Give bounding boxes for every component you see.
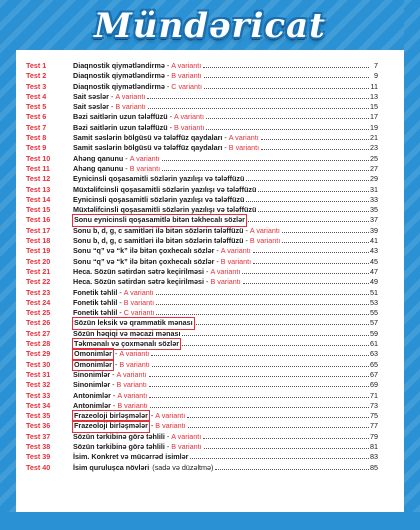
separator: -	[164, 61, 172, 70]
toc-entry[interactable]	[26, 401, 378, 411]
page-number: 15	[370, 102, 378, 112]
topic-title: Müxtəlifcinsli qoşasamitli sözlərin yazılışı və tələffüzü	[73, 184, 257, 194]
topic-title: Sözün tərkibinə görə təhlili	[73, 441, 165, 451]
toc-entry[interactable]	[26, 380, 378, 390]
dot-leader	[182, 329, 369, 336]
variant-label: B variantı	[119, 359, 150, 369]
dot-leader	[156, 298, 369, 305]
separator: -	[164, 441, 172, 451]
variant-label: B variantı	[115, 102, 146, 112]
dot-leader	[149, 370, 369, 377]
topic-title: Sait səslər	[73, 102, 109, 112]
separator: -	[204, 266, 211, 276]
toc-entry[interactable]	[26, 92, 378, 102]
variant-label: C variantı	[123, 308, 155, 318]
page-number: 47	[370, 266, 378, 276]
topic-title: Təkmənalı və çoxmənalı sözlər	[74, 339, 180, 349]
topic-title: Sözün tərkibinə görə təhlili	[73, 431, 165, 441]
dot-leader	[162, 154, 369, 161]
variant-label: B variantı	[249, 236, 281, 246]
topic-suffix: (sadə və düzəltmə)	[152, 462, 214, 472]
page-number: 73	[370, 400, 378, 410]
page-number: 21	[370, 133, 378, 143]
toc-entry[interactable]	[26, 339, 378, 349]
dot-leader	[248, 215, 369, 222]
page-number: 75	[370, 411, 378, 421]
page-number: 19	[370, 122, 378, 132]
toc-entry[interactable]	[26, 411, 378, 421]
dot-leader	[156, 308, 369, 315]
test-number: Test 9	[26, 143, 47, 153]
topic-title: Ahəng qanunu	[73, 153, 124, 163]
toc-entry[interactable]	[26, 154, 378, 164]
test-number: Test 38	[26, 441, 51, 451]
page-number: 45	[370, 256, 378, 266]
dot-leader	[258, 205, 369, 212]
dot-leader	[253, 246, 369, 253]
separator: -	[214, 256, 221, 266]
variant-label: B variantı	[155, 421, 186, 431]
toc-entry[interactable]	[26, 102, 378, 112]
topic-title: Sonu b, d, g, c samitləri ilə bitən sözlərin tələffüzü	[73, 225, 244, 235]
toc-entry[interactable]	[26, 360, 378, 370]
toc-entry[interactable]	[26, 174, 378, 184]
test-number: Test 34	[26, 400, 51, 410]
topic-title: Bəzi saitlərin uzun tələffüzü	[73, 122, 168, 132]
test-number: Test 1	[26, 61, 47, 70]
dot-leader	[196, 318, 369, 325]
test-number: Test 33	[26, 390, 51, 400]
topic-title: Frazeoloji birləşmələr	[74, 421, 148, 431]
test-number: Test 22	[26, 277, 51, 287]
toc-entry[interactable]	[26, 288, 378, 298]
page-number: 57	[370, 318, 378, 328]
dot-leader	[148, 102, 369, 109]
test-number: Test 19	[26, 246, 51, 256]
separator: -	[110, 380, 117, 390]
dot-leader	[215, 463, 369, 470]
toc-entry[interactable]	[26, 442, 378, 452]
dot-leader	[147, 92, 369, 99]
page-number: 33	[370, 194, 378, 204]
test-number: Test 36	[26, 421, 51, 431]
test-number: Test 8	[26, 133, 47, 143]
variant-label: A variantı	[171, 431, 202, 441]
separator: -	[112, 359, 120, 369]
variant-label: B variantı	[220, 256, 252, 266]
separator: -	[117, 297, 124, 307]
toc-entry[interactable]	[26, 143, 378, 153]
topic-title: Omonimlər	[74, 349, 112, 359]
separator: -	[164, 431, 172, 441]
test-number: Test 16	[26, 215, 51, 225]
separator: -	[222, 133, 229, 143]
page-number: 59	[370, 328, 378, 338]
toc-entry[interactable]	[26, 226, 378, 236]
variant-label: A variantı	[119, 349, 150, 359]
topic-title: Sonu “q” və “k” ilə bitən çoxhecalı sözlər	[73, 256, 215, 266]
page-number: 69	[370, 380, 378, 390]
page-number: 53	[370, 297, 378, 307]
page-number: 61	[370, 339, 378, 349]
test-number: Test 4	[26, 91, 47, 101]
page-number: 39	[370, 225, 378, 235]
test-number: Test 23	[26, 287, 51, 297]
toc-entry[interactable]	[26, 277, 378, 287]
variant-label: B variantı	[210, 277, 241, 287]
separator: -	[243, 236, 250, 246]
dot-leader	[204, 71, 369, 78]
topic-title: Sinonimlər	[73, 380, 111, 390]
dot-leader	[261, 143, 369, 150]
test-number: Test 32	[26, 380, 51, 390]
toc-entry[interactable]	[26, 370, 378, 380]
page-number: 71	[370, 390, 378, 400]
topic-title: Antonimlər	[73, 400, 111, 410]
variant-label: A variantı	[228, 133, 259, 143]
test-number: Test 6	[26, 112, 47, 122]
toc-entry[interactable]	[26, 267, 378, 277]
page-number: 85	[370, 462, 378, 472]
separator: -	[108, 102, 116, 112]
page-number: 81	[370, 441, 378, 451]
dot-leader	[246, 174, 369, 181]
variant-label: C variantı	[171, 81, 203, 91]
test-number: Test 24	[26, 297, 51, 307]
dot-leader	[156, 288, 369, 295]
variant-label: B variantı	[171, 441, 202, 451]
dot-leader	[253, 257, 369, 264]
dot-leader	[243, 277, 369, 284]
page-number: 67	[370, 369, 378, 379]
topic-title: Samit səslərin bölgüsü və tələffüz qaydaları	[73, 133, 223, 143]
page-number: 63	[370, 349, 378, 359]
topic-title: Sözün leksik və qrammatik mənası	[74, 318, 193, 328]
test-number: Test 2	[26, 71, 47, 81]
test-number: Test 27	[26, 328, 51, 338]
topic-title: Heca. Sözün sətirdən sətrə keçirilməsi	[73, 277, 205, 287]
page-number: 23	[370, 143, 378, 153]
test-number: Test 17	[26, 225, 51, 235]
dot-leader	[190, 452, 369, 459]
topic-title: Fonetik təhlil	[73, 308, 118, 318]
page-number: 17	[370, 112, 378, 122]
page-number: 83	[370, 452, 378, 462]
separator: -	[243, 225, 250, 235]
page-number: 35	[370, 205, 378, 215]
dot-leader	[246, 195, 369, 202]
variant-label: B variantı	[171, 71, 202, 81]
toc-entry[interactable]	[26, 421, 378, 431]
test-number: Test 40	[26, 462, 51, 472]
topic-title: Frazeoloji birləşmələr	[74, 411, 148, 421]
dot-leader	[261, 133, 369, 140]
page-title: Mündəricat	[94, 6, 326, 46]
separator: -	[123, 163, 130, 173]
toc-entry[interactable]	[26, 133, 378, 143]
test-number: Test 35	[26, 411, 51, 421]
dot-leader	[188, 421, 369, 428]
page-number: 29	[370, 174, 378, 184]
toc-entry[interactable]	[26, 391, 378, 401]
separator: -	[164, 71, 172, 81]
toc-entry[interactable]	[26, 463, 378, 473]
test-number: Test 10	[26, 153, 51, 163]
test-number: Test 21	[26, 266, 51, 276]
topic-title: Sait səslər	[73, 91, 109, 101]
variant-label: A variantı	[155, 411, 186, 421]
topic-title: Ahəng qanunu	[73, 163, 124, 173]
variant-label: A variantı	[249, 225, 280, 235]
test-number: Test 28	[26, 339, 51, 349]
page-number: 51	[370, 287, 378, 297]
separator: -	[167, 122, 175, 132]
page-number: 31	[370, 184, 378, 194]
dot-leader	[187, 411, 369, 418]
page-number: 13	[370, 91, 378, 101]
separator: -	[214, 246, 221, 256]
variant-label: B variantı	[117, 400, 148, 410]
variant-label: A variantı	[129, 153, 160, 163]
dot-leader	[204, 82, 369, 89]
test-number: Test 30	[26, 359, 51, 369]
page-number: 43	[370, 246, 378, 256]
separator: -	[108, 91, 116, 101]
variant-label: A variantı	[210, 266, 241, 276]
topic-title: İsim. Konkret və mücərrəd isimlər	[73, 452, 189, 462]
test-number: Test 13	[26, 184, 51, 194]
topic-title: Heca. Sözün sətirdən sətrə keçirilməsi	[73, 266, 205, 276]
topic-title: Omonimlər	[74, 359, 112, 369]
separator: -	[164, 81, 172, 91]
page-number: 49	[370, 277, 378, 287]
separator: -	[110, 400, 118, 410]
separator: -	[117, 287, 124, 297]
toc-entry[interactable]	[26, 349, 378, 359]
variant-label: A variantı	[174, 112, 205, 122]
dot-leader	[204, 442, 369, 449]
toc-entry[interactable]	[26, 71, 378, 81]
topic-title: Diaqnostik qiymətləndirmə	[73, 71, 165, 81]
test-number: Test 3	[26, 81, 47, 91]
test-number: Test 20	[26, 256, 51, 266]
page-number: 65	[370, 359, 378, 369]
test-number: Test 5	[26, 102, 47, 112]
topic-title: Sözün həqiqi və məcazi mənası	[73, 328, 181, 338]
page-number: 27	[370, 163, 378, 173]
separator: -	[110, 390, 118, 400]
topic-title: Sonu b, d, g, c samitləri ilə bitən sözlərin tələffüzü	[73, 236, 244, 246]
topic-title: Antonimlər	[73, 390, 111, 400]
variant-label: A variantı	[115, 91, 146, 101]
topic-title: İsim qurulușca növləri	[73, 462, 150, 472]
toc-entry[interactable]	[26, 123, 378, 133]
test-number: Test 26	[26, 318, 51, 328]
test-number: Test 7	[26, 122, 47, 132]
variant-label: A variantı	[117, 390, 148, 400]
test-number: Test 25	[26, 308, 51, 318]
dot-leader	[282, 236, 369, 243]
variant-label: A variantı	[220, 246, 251, 256]
right-border	[404, 0, 420, 530]
dot-leader	[152, 360, 369, 367]
topic-title: Diaqnostik qiymətləndirmə	[73, 61, 165, 70]
test-number: Test 29	[26, 349, 51, 359]
separator: -	[222, 143, 229, 153]
page-number: 37	[370, 215, 378, 225]
toc-entry[interactable]	[26, 205, 378, 215]
page-number: 41	[370, 236, 378, 246]
topic-title: Bəzi saitlərin uzun tələffüzü	[73, 112, 168, 122]
test-number: Test 14	[26, 194, 51, 204]
separator: -	[110, 369, 117, 379]
page-number: 77	[370, 421, 378, 431]
topic-title: Diaqnostik qiymətləndirmə	[73, 81, 165, 91]
toc-entry[interactable]	[26, 318, 378, 328]
topic-title: Müxtəlifcinsli qoşasamitli sözlərin yazılışı və tələffüzü	[73, 205, 257, 215]
separator: -	[204, 277, 211, 287]
separator: -	[123, 153, 130, 163]
topic-title: Sonu eynicinsli qoşasamitlə bitən təkhecalı sözlər	[74, 215, 245, 225]
topic-title: Eynicinsli qoşasamitli sözlərin yazılışı və tələffüzü	[73, 174, 245, 184]
toc-entry[interactable]	[26, 308, 378, 318]
variant-label: A variantı	[116, 369, 147, 379]
toc-entry[interactable]	[26, 257, 378, 267]
topic-title: Fonetik təhlil	[73, 287, 118, 297]
toc-entry[interactable]	[26, 329, 378, 339]
variant-label: A variantı	[171, 61, 202, 70]
toc-entry[interactable]	[26, 164, 378, 174]
variant-label: B variantı	[116, 380, 147, 390]
dot-leader	[149, 380, 369, 387]
dot-leader	[150, 401, 369, 408]
toc-entry[interactable]	[26, 452, 378, 462]
test-number: Test 31	[26, 369, 51, 379]
toc-entry[interactable]	[26, 236, 378, 246]
variant-label: B variantı	[174, 122, 205, 132]
variant-label: B variantı	[123, 297, 155, 307]
topic-title: Eynicinsli qoşasamitli sözlərin yazılışı və tələffüzü	[73, 194, 245, 204]
variant-label: B variantı	[129, 163, 161, 173]
left-border	[0, 0, 16, 530]
separator: -	[148, 421, 156, 431]
toc-entry[interactable]	[26, 298, 378, 308]
test-number: Test 39	[26, 452, 51, 462]
separator: -	[112, 349, 120, 359]
toc-entry[interactable]	[26, 215, 378, 225]
topic-title: Sinonimlər	[73, 369, 111, 379]
separator: -	[148, 411, 156, 421]
bottom-border	[0, 512, 420, 530]
variant-label: B variantı	[228, 143, 260, 153]
dot-leader	[282, 226, 369, 233]
toc-entry[interactable]	[26, 61, 378, 71]
toc-entry[interactable]	[26, 112, 378, 122]
test-number: Test 18	[26, 236, 51, 246]
page-number: 11	[370, 81, 378, 91]
dot-leader	[203, 432, 369, 439]
test-number: Test 11	[26, 163, 50, 173]
dot-leader	[242, 267, 369, 274]
toc-entry[interactable]	[26, 82, 378, 92]
page-number: 25	[370, 153, 378, 163]
page-number: 9	[374, 71, 378, 81]
dot-leader	[206, 112, 369, 119]
test-number: Test 15	[26, 205, 51, 215]
page-number: 7	[374, 61, 378, 70]
dot-leader	[258, 185, 369, 192]
toc-entry[interactable]	[26, 195, 378, 205]
topic-title: Samit səslərin bölgüsü və tələffüz qaydaları	[73, 143, 223, 153]
test-number: Test 12	[26, 174, 51, 184]
toc-entry[interactable]	[26, 185, 378, 195]
toc-entry[interactable]	[26, 246, 378, 256]
topic-title: Sonu “q” və “k” ilə bitən çoxhecalı sözlər	[73, 246, 215, 256]
separator: -	[117, 308, 124, 318]
topic-title: Fonetik təhlil	[73, 297, 118, 307]
dot-leader	[203, 61, 369, 68]
dot-leader	[151, 349, 369, 356]
page-number: 79	[370, 431, 378, 441]
table-of-contents	[26, 61, 378, 473]
separator: -	[167, 112, 175, 122]
page-number: 55	[370, 308, 378, 318]
toc-entry[interactable]	[26, 432, 378, 442]
dot-leader	[206, 123, 369, 130]
test-number: Test 37	[26, 431, 51, 441]
dot-leader	[162, 164, 369, 171]
variant-label: A variantı	[123, 287, 154, 297]
dot-leader	[182, 339, 369, 346]
dot-leader	[149, 391, 369, 398]
